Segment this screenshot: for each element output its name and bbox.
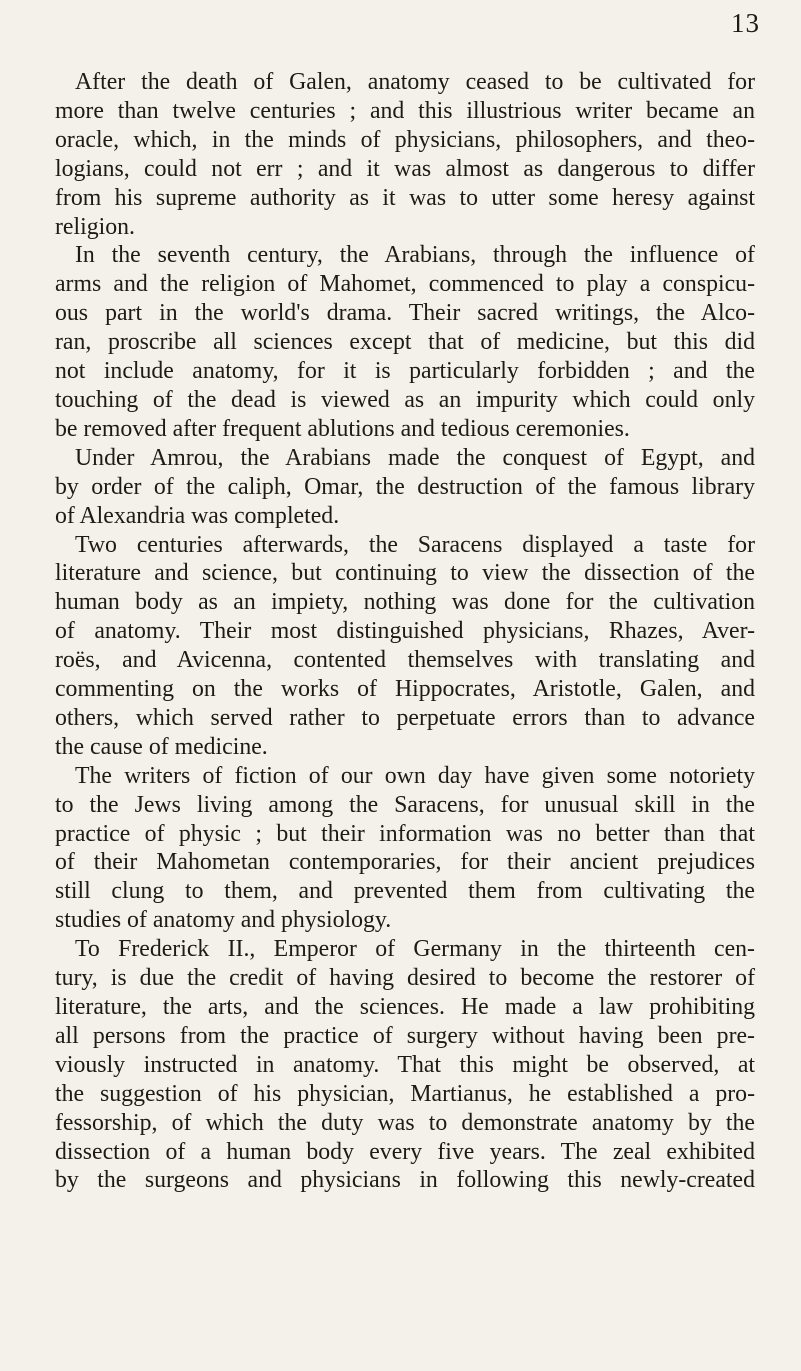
paragraph-galen [55, 68, 755, 241]
paragraph-jews [55, 762, 755, 935]
text-line: studies of anatomy and physiology. [55, 907, 392, 934]
paragraph-amrou [55, 444, 755, 531]
text-line: still clung to them, and prevented them from cultivating the [55, 878, 755, 905]
text-line: The writers of fiction of our own day have given some notoriety [75, 762, 755, 789]
text-line: To Frederick II., Emperor of Germany in the thirteenth cen- [75, 936, 755, 963]
text-line: commenting on the works of Hippocrates, Aristotle, Galen, and [55, 676, 755, 703]
paragraph-frederick [55, 935, 755, 1195]
text-line: ous part in the world's drama. Their sacred writings, the Alco- [55, 300, 755, 327]
text-line: logians, could not err ; and it was almost as dangerous to differ [55, 155, 755, 182]
paragraph-arabians [55, 241, 755, 443]
text-line: arms and the religion of Mahomet, commenced to play a conspicu- [55, 271, 755, 298]
text-line: to the Jews living among the Saracens, for unusual skill in the [55, 791, 755, 818]
text-line: human body as an impiety, nothing was done for the cultivation [55, 589, 755, 616]
text-line: viously instructed in anatomy. That this might be observed, at [55, 1051, 755, 1078]
text-line: the suggestion of his physician, Martianus, he established a pro- [55, 1080, 755, 1107]
text-line: In the seventh century, the Arabians, through the influence of [75, 242, 755, 269]
text-line: the cause of medicine. [55, 733, 268, 760]
text-line: touching of the dead is viewed as an impurity which could only [55, 386, 755, 413]
text-line: by the surgeons and physicians in following this newly-created [55, 1167, 755, 1194]
text-line: of Alexandria was completed. [55, 502, 340, 529]
text-line: Two centuries afterwards, the Saracens displayed a taste for [75, 531, 755, 558]
text-line: others, which served rather to perpetuate errors than to advance [55, 704, 755, 731]
text-line: religion. [55, 213, 135, 240]
text-line: by order of the caliph, Omar, the destruction of the famous library [55, 473, 755, 500]
text-line: oracle, which, in the minds of physicians, philosophers, and theo- [55, 126, 755, 153]
text-line: fessorship, of which the duty was to demonstrate anatomy by the [55, 1109, 755, 1136]
text-line: ran, proscribe all sciences except that of medicine, but this did [55, 329, 755, 356]
text-line: from his supreme authority as it was to utter some heresy against [55, 184, 755, 211]
text-line: all persons from the practice of surgery without having been pre- [55, 1022, 755, 1049]
paragraph-saracens [55, 531, 755, 762]
text-line: more than twelve centuries ; and this illustrious writer became an [55, 97, 755, 124]
page-number: 13 [731, 8, 760, 38]
text-line: Under Amrou, the Arabians made the conquest of Egypt, and [75, 444, 755, 471]
text-line: After the death of Galen, anatomy ceased to be cultivated for [75, 69, 755, 95]
text-line: of their Mahometan contemporaries, for their ancient prejudices [55, 849, 755, 876]
text-line: practice of physic ; but their information was no better than that [55, 820, 755, 847]
text-line: be removed after frequent ablutions and tedious ceremonies. [55, 415, 630, 442]
text-line: tury, is due the credit of having desired to become the restorer of [55, 965, 755, 992]
text-line: dissection of a human body every five years. The zeal exhibited [55, 1138, 755, 1165]
body-text [55, 68, 755, 1195]
text-line: literature and science, but continuing to view the dissection of the [55, 560, 755, 587]
text-line: roës, and Avicenna, contented themselves with translating and [55, 647, 755, 674]
text-line: literature, the arts, and the sciences. He made a law prohibiting [55, 994, 755, 1020]
text-line: not include anatomy, for it is particularly forbidden ; and the [55, 358, 755, 385]
text-line: of anatomy. Their most distinguished physicians, Rhazes, Aver- [55, 618, 755, 645]
